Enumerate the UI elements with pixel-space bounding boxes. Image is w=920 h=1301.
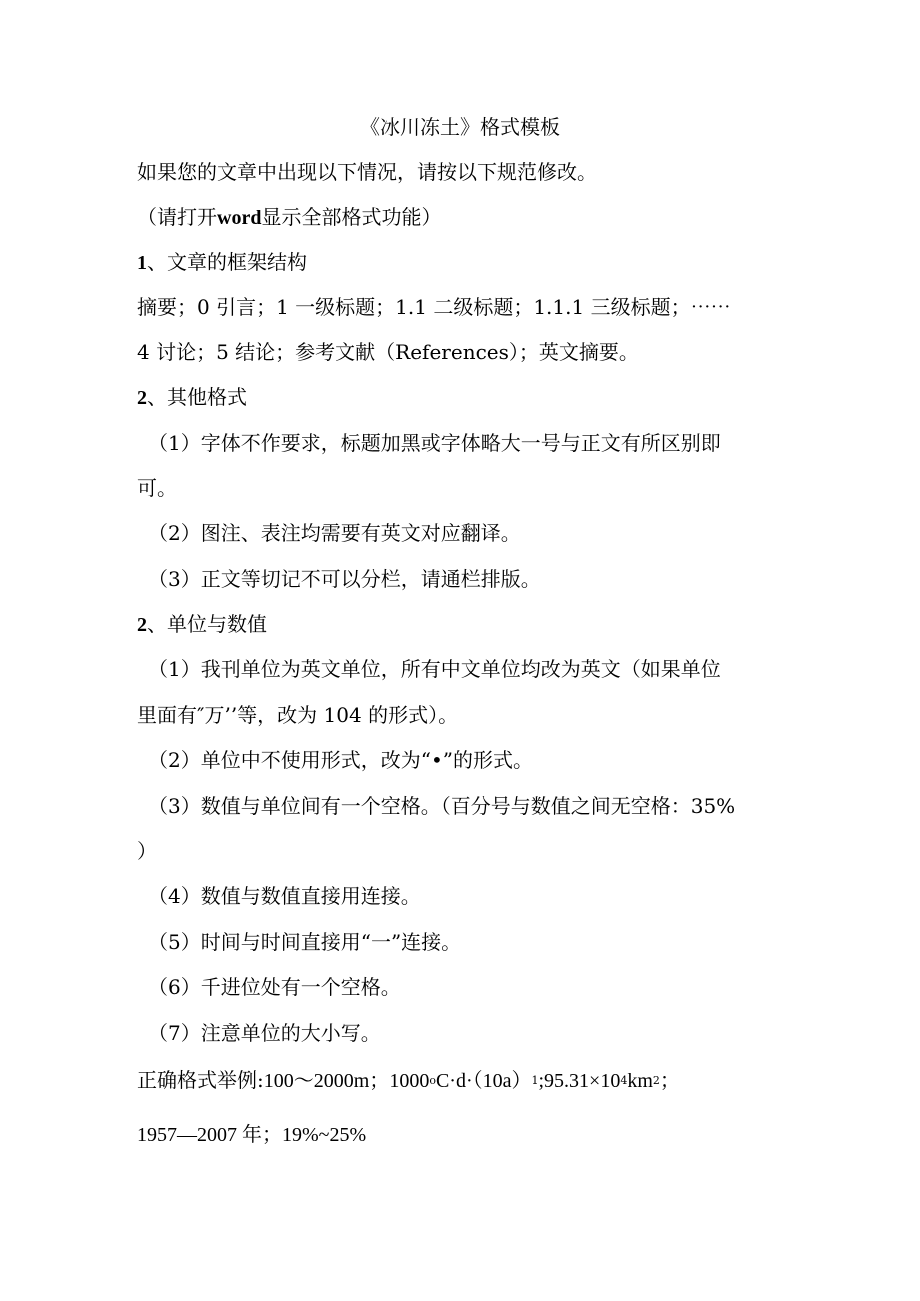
section-heading-text: 、单位与数值 <box>147 612 267 636</box>
example-line-2: 1957—2007 年；19%~25% <box>137 1124 367 1146</box>
section-number: 2 <box>137 387 147 409</box>
example-area-base: ;95.31×10 <box>538 1070 621 1092</box>
document-title: 《冰川冻土》格式模板 <box>360 115 560 139</box>
section-heading-units <box>137 614 267 635</box>
units-item-1b: 里面有″万’’等，改为 104 的形式）。 <box>137 703 459 727</box>
section-heading-text: 、其他格式 <box>147 385 247 409</box>
format-note-post: 显示全部格式功能） <box>261 205 442 229</box>
example-degree-rest: C·d·（10a） <box>435 1070 532 1092</box>
example-label: 正确格式举例: <box>137 1068 264 1092</box>
example-degree-sup: o <box>429 1074 436 1087</box>
example-area-unit-exp: 2 <box>652 1074 660 1087</box>
units-item-3b: ） <box>137 839 157 863</box>
units-item-6: （6）千进位处有一个空格。 <box>148 975 401 999</box>
section-number: 1 <box>137 252 147 274</box>
example-area-unit: km <box>627 1070 653 1092</box>
example-line-1 <box>137 1070 680 1091</box>
section-heading-text: 、文章的框架结构 <box>147 250 307 274</box>
format-note <box>137 207 441 228</box>
other-item-2: （2）图注、表注均需要有英文对应翻译。 <box>148 521 521 545</box>
example-area-end: ； <box>659 1068 680 1092</box>
other-item-1a: （1）字体不作要求，标题加黑或字体略大一号与正文有所区别即 <box>148 431 721 455</box>
section-heading-framework <box>137 252 307 273</box>
units-item-7: （7）注意单位的大小写。 <box>148 1021 381 1045</box>
units-item-4: （4）数值与数值直接用连接。 <box>148 884 421 908</box>
other-item-1b: 可。 <box>137 476 177 500</box>
format-note-pre: （请打开 <box>137 205 217 229</box>
section-heading-other-formats <box>137 387 247 408</box>
format-note-word: word <box>217 207 262 229</box>
units-item-1a: （1）我刊单位为英文单位，所有中文单位均改为英文（如果单位 <box>148 657 721 681</box>
example-degree-base: 1000 <box>389 1070 430 1092</box>
example-exp1: 1 <box>531 1074 539 1087</box>
units-item-3a: （3）数值与单位间有一个空格。（百分号与数值之间无空格：35% <box>148 794 736 818</box>
section-number: 2 <box>137 614 147 636</box>
example-area-exp: 4 <box>620 1074 628 1087</box>
intro-text: 如果您的文章中出现以下情况，请按以下规范修改。 <box>137 160 597 184</box>
example-range: 100～2000m； <box>263 1070 390 1092</box>
other-item-3: （3）正文等切记不可以分栏，请通栏排版。 <box>148 567 541 591</box>
framework-line-1: 摘要；0 引言；1 一级标题；1.1 二级标题；1.1.1 三级标题；⋯⋯ <box>137 295 731 319</box>
framework-line-2: 4 讨论；5 结论；参考文献（References）；英文摘要。 <box>137 340 639 364</box>
units-item-2: （2）单位中不使用形式，改为“•”的形式。 <box>148 748 533 772</box>
units-item-5: （5）时间与时间直接用“一”连接。 <box>148 930 462 954</box>
